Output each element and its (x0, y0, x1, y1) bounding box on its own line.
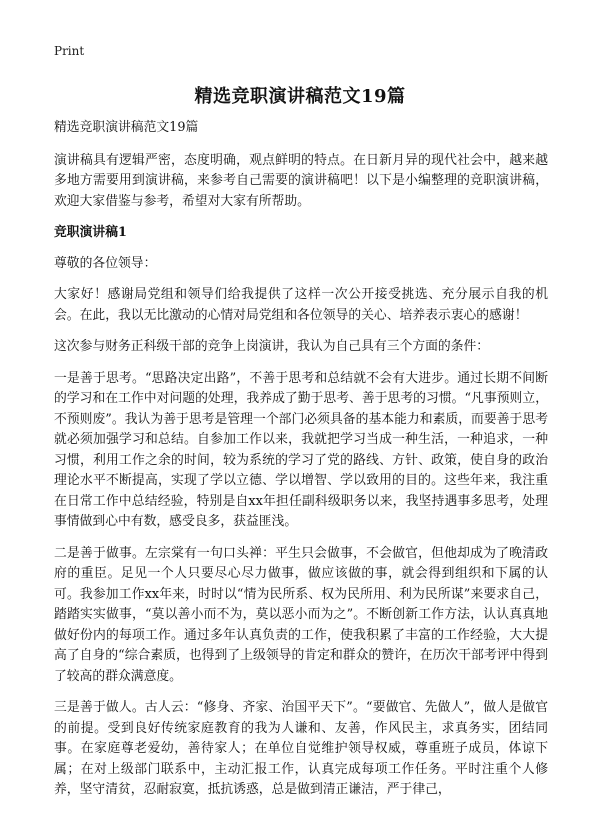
body-paragraph-3: 一是善于思考。“思路决定出路”，不善于思考和总结就不会有大进步。通过长期不间断的学习和在工作中对问题的处理，我养成了勤于思考、善于思考的习惯。“凡事预则立，不预则废”。我认为善于思考是管理一个部门必须具备的基本能力和素质，而要善于思考就必须加强学习和总结。自参加工作以来，我就把学习当成一种生活，一种追求，一种习惯，利用工作之余的时间，较为系统的学习了党的路线、方针、政策，使自身的政治理论水平不断提高，实现了学以立德、学以增智、学以致用的目的。这些年来，我注重在日常工作中总结经验，特别是自xx年担任副科级职务以来，我坚持遇事多思考，处理事情做到心中有数，感受良多，获益匪浅。 (54, 370, 548, 529)
document-title: 精选竞职演讲稿范文19篇 (194, 86, 406, 107)
document-body (54, 118, 548, 812)
document-subtitle: 精选竞职演讲稿范文19篇 (54, 120, 199, 135)
body-paragraph-4: 二是善于做事。左宗棠有一句口头禅：平生只会做事，不会做官，但他却成为了晚清政府的重臣。足见一个人只要尽心尽力做事，做应该做的事，就会得到组织和下属的认可。我参加工作xx年来，时时以“情为民所系、权为民所用、利为民所谋”来要求自己，踏踏实实做事，“莫以善小而不为，莫以恶小而为之”。不断创新工作方法，认认真真地做好份内的每项工作。通过多年认真负责的工作，使我积累了丰富的工作经验，大大提高了自身的“综合素质，也得到了上级领导的肯定和群众的赞许，在历次干部考评中得到了较高的群众满意度。 (54, 545, 548, 684)
print-label[interactable]: Print (54, 44, 85, 58)
body-paragraph-5: 三是善于做人。古人云：“修身、齐家、治国平天下”。“要做官、先做人”，做人是做官的前提。受到良好传统家庭教育的我为人谦和、友善，作风民主，求真务实，团结同事。在家庭尊老爱幼，善待家人；在单位自觉维护领导权威，尊重班子成员，体谅下属；在对上级部门联系中，主动汇报工作，认真完成每项工作任务。平时注重个人修养，坚守清贫，忍耐寂寞，抵抗诱惑，总是做到清正谦洁，严于律己， (54, 700, 548, 797)
intro-paragraph: 演讲稿具有逻辑严密，态度明确，观点鲜明的特点。在日新月异的现代社会中，越来越多地方需要用到演讲稿，来参考自己需要的演讲稿吧！以下是小编整理的竞职演讲稿，欢迎大家借鉴与参考，希望对大家有所帮助。 (54, 152, 548, 209)
body-paragraph-1: 大家好！感谢局党组和领导们给我提供了这样一次公开接受挑选、充分展示自我的机会。在此，我以无比激动的心情对局党组和各位领导的关心、培养表示衷心的感谢！ (54, 287, 548, 323)
body-paragraph-2: 这次参与财务正科级干部的竞争上岗演讲，我认为自己具有三个方面的条件： (54, 339, 490, 354)
section-heading: 竞职演讲稿1 (54, 225, 127, 240)
greeting: 尊敬的各位领导： (54, 255, 157, 271)
